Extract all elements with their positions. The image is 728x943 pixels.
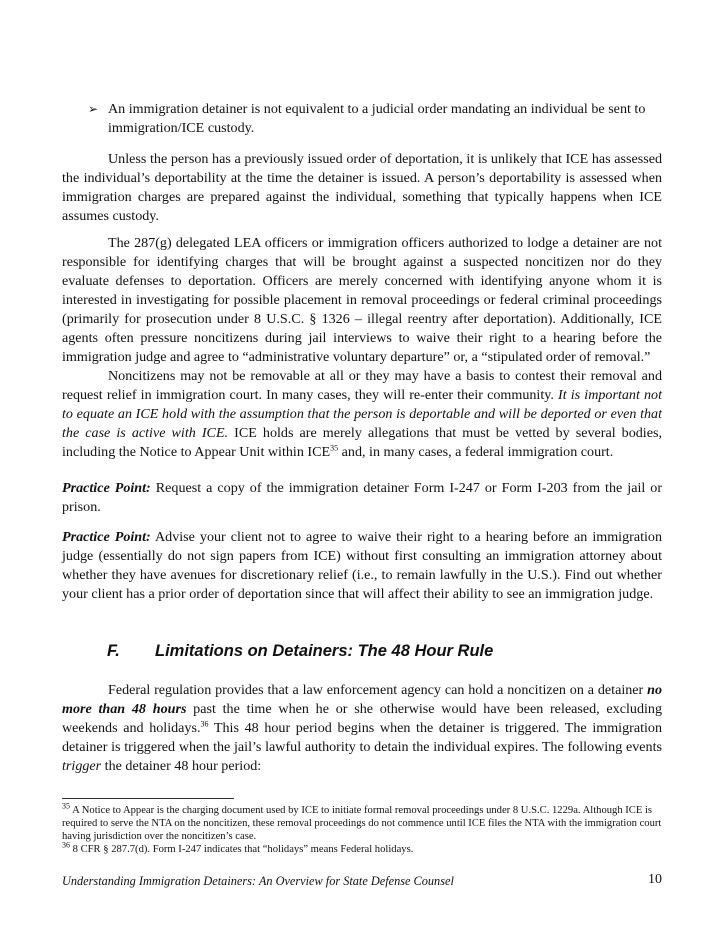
practice-point-2 — [62, 528, 662, 604]
paragraph-noncitizens-text: Noncitizens may not be removable at all or they may have a basis to contest their removal and request relief in immigration court. In many cases, they will re-enter their community. — [62, 368, 662, 403]
practice-point-2-label: Practice Point: — [62, 529, 151, 545]
paragraph-48-hour-text: Federal regulation provides that a law enforcement agency can hold a noncitizen on a detainer — [108, 682, 648, 698]
paragraph-noncitizens-text-3: and, in many cases, a federal immigration court. — [338, 444, 614, 460]
footnote-36-text: 8 CFR § 287.7(d). Form I-247 indicates that “holidays” means Federal holidays. — [70, 844, 414, 855]
paragraph-48-hour-text-4: the detainer 48 hour period: — [101, 758, 262, 774]
practice-point-1-text: Request a copy of the immigration detainer Form I-247 or Form I-203 from the jail or prison. — [62, 480, 663, 515]
paragraph-48-hour-trigger: trigger — [62, 758, 102, 774]
paragraph-48-hour — [62, 681, 662, 776]
practice-point-1 — [62, 479, 662, 517]
bullet-line-1: An immigration detainer is not equivalent to a judicial order mandating an individual be sent to — [108, 101, 646, 117]
footnote-35-number: 35 — [62, 801, 70, 811]
section-heading — [107, 641, 667, 661]
section-letter: F. — [107, 642, 120, 660]
paragraph-noncitizens-text-2: ICE holds are merely allegations that must be vetted by several bodies, including the Notice to Appear Unit within ICE — [62, 425, 662, 460]
paragraph-48-hour-emphasis: no more than 48 hours — [62, 682, 662, 717]
arrow-bullet-icon: ➢ — [88, 102, 99, 116]
bullet-text — [108, 100, 668, 138]
practice-point-2-text: Advise your client not to agree to waive their right to a hearing before an immigration judge (essentially do not sign papers from ICE) without first consulting an immigration attorney about whether they have avenues for discretionary relief (i.e., to remain lawfully in the U.S.). Find out whether your client has a prior order of deportation since that will affect their ability to see an immigration judge. — [62, 529, 663, 602]
paragraph-287g-text: The 287(g) delegated LEA officers or immigration officers authorized to lodge a detainer are not responsible for identifying charges that will be brought against a suspected noncitizen nor do they evaluate defenses to deportation. Officers are merely concerned with identifying anyone whom it is interested in investigating for possible placement in removal proceedings or federal criminal proceedings (primarily for prosecution under 8 U.S.C. § 1326 – illegal reentry after deportation). Additionally, ICE agents often pressure noncitizens during jail interviews to waive their right to a hearing before the immigration judge and agree to “administrative voluntary departure” or, a “stipulated order of removal.” — [62, 235, 662, 365]
paragraph-deportability — [62, 150, 662, 226]
footnote-divider — [62, 798, 234, 799]
paragraph-noncitizens — [62, 367, 662, 462]
footnote-35 — [62, 801, 662, 843]
footnote-35-text: A Notice to Appear is the charging document used by ICE to initiate formal removal proceedings under 8 U.S.C. 1229a. Although ICE is required to serve the NTA on the noncitizen, these removal proceedings do not commence until ICE files the NTA with the immigration court having jurisdiction over the noncitizen’s case. — [62, 805, 662, 842]
footnote-36-number: 36 — [62, 840, 70, 850]
paragraph-48-hour-text-3: This 48 hour period begins when the detainer is triggered. The immigration detainer is triggered when the jail’s lawful authority to detain the individual expires. The following events — [62, 720, 663, 755]
paragraph-noncitizens-emphasis: It is important not to equate an ICE hold with the assumption that the person is deportable and will be deported or even that the case is active with ICE. — [62, 387, 662, 441]
bullet-line-2: immigration/ICE custody. — [108, 120, 255, 136]
footnote-ref-35: 35 — [330, 443, 339, 453]
footnote-ref-36: 36 — [200, 719, 209, 729]
page-number: 10 — [648, 872, 662, 887]
practice-point-1-label: Practice Point: — [62, 480, 151, 496]
section-title: Limitations on Detainers: The 48 Hour Rule — [155, 642, 494, 660]
paragraph-287g — [62, 234, 662, 367]
footer-title: Understanding Immigration Detainers: An Overview for State Defense Counsel — [62, 874, 454, 888]
paragraph-deportability-text: Unless the person has a previously issued order of deportation, it is unlikely that ICE has assessed the individual’s deportability at the time the detainer is issued. A person’s deportability is assessed when immigration charges are prepared against the individual, something that typically happens when ICE assumes custody. — [62, 151, 662, 224]
footnote-36 — [62, 840, 662, 856]
paragraph-48-hour-text-2: past the time when he or she otherwise would have been released, excluding weekends and holidays. — [62, 701, 663, 736]
